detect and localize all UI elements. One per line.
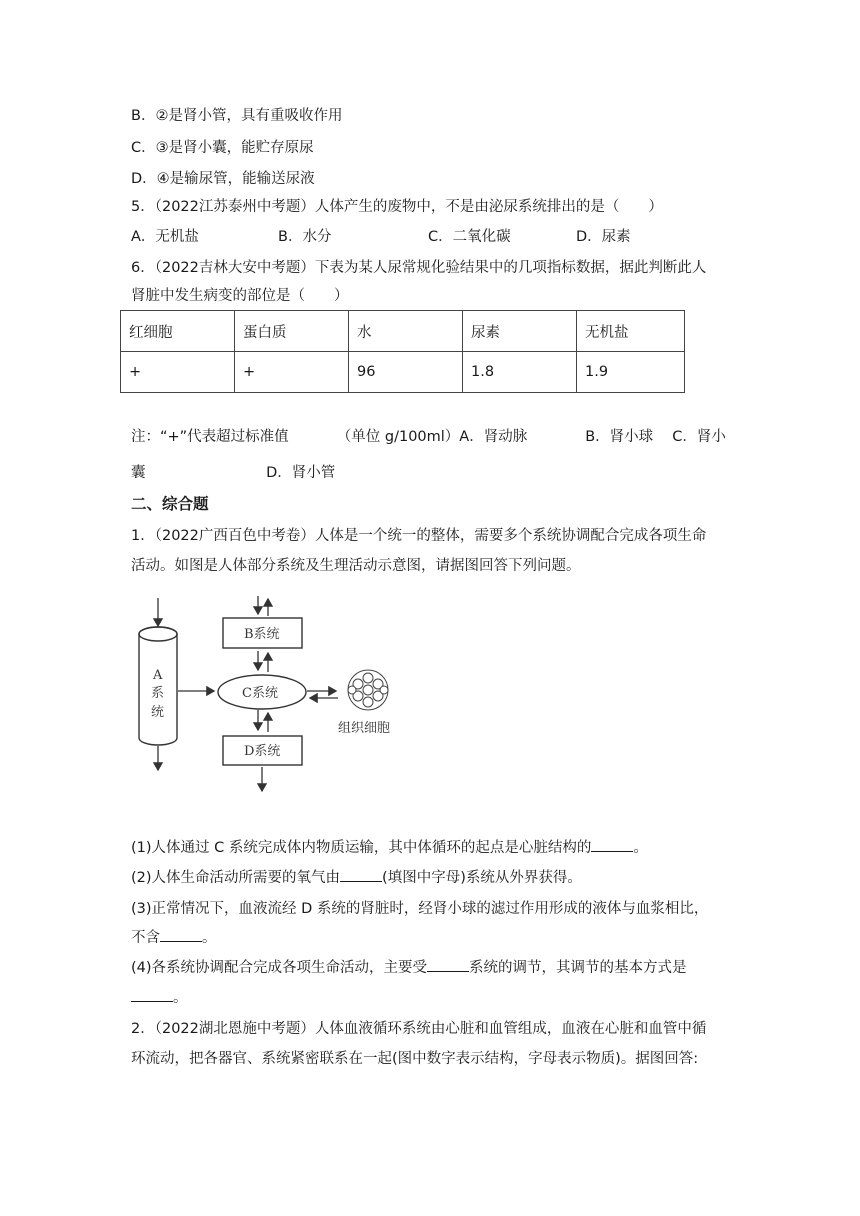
- table-header-cell: 无机盐: [577, 311, 685, 352]
- q6-stem-line2: 肾脏中发生病变的部位是（ ）: [131, 288, 349, 304]
- table-cell: 1.9: [577, 352, 685, 393]
- answer-blank-2[interactable]: [340, 867, 382, 882]
- q1-sub2-text: (2)人体生命活动所需要的氧气由: [131, 870, 341, 886]
- table-cell: +: [235, 352, 349, 393]
- urine-test-table: [120, 310, 685, 393]
- table-header-cell: 蛋白质: [235, 311, 349, 352]
- table-cell: 1.8: [463, 352, 577, 393]
- q5-option-d: D．尿素: [576, 229, 631, 245]
- q1-sub1-text: (1)人体通过 C 系统完成体内物质运输，其中体循环的起点是心脏结构的: [131, 840, 592, 856]
- q5-option-a: A．无机盐: [131, 229, 199, 245]
- q1-sub1: [131, 836, 648, 857]
- q5-stem: 5．（2022江苏泰州中考题）人体产生的废物中，不是由泌尿系统排出的是（ ）: [131, 199, 663, 215]
- table-header-cell: 水: [349, 311, 463, 352]
- q2-stem-line1: 2．（2022湖北恩施中考题）人体血液循环系统由心脏和血管组成，血液在心脏和血管中循: [131, 1021, 707, 1037]
- q1-sub4-end: 。: [173, 990, 188, 1006]
- q1-sub4-line2: [131, 986, 188, 1007]
- table-cell: +: [121, 352, 235, 393]
- q4-option-d: D．④是输尿管，能输送尿液: [131, 171, 315, 187]
- tissue-cells-label: 组织细胞: [338, 721, 391, 736]
- table-header-row: [121, 311, 685, 352]
- system-d-label: D系统: [244, 744, 281, 759]
- body-systems-diagram: [130, 596, 430, 806]
- table-header-cell: 红细胞: [121, 311, 235, 352]
- tissue-cells-icon: [348, 670, 388, 710]
- q1-stem-line2: 活动。如图是人体部分系统及生理活动示意图，请据图回答下列问题。: [131, 558, 581, 574]
- q1-sub2: [131, 866, 582, 887]
- q1-sub3-text: 不含: [131, 930, 160, 946]
- q2-stem-line2: 环流动，把各器官、系统紧密联系在一起(图中数字表示结构，字母表示物质)。据图回答:: [131, 1051, 699, 1067]
- system-a-char2: 统: [151, 705, 165, 720]
- q4-option-c: C．③是肾小囊，能贮存原尿: [131, 140, 314, 156]
- system-c-label: C系统: [242, 686, 278, 701]
- q1-sub3-line2: [131, 926, 217, 947]
- table-row: [121, 352, 685, 393]
- system-b-label: B系统: [244, 627, 280, 642]
- system-a-char1: 系: [151, 686, 165, 701]
- q1-sub4-text: (4)各系统协调配合完成各项生命活动，主要受: [131, 960, 428, 976]
- table-header-cell: 尿素: [463, 311, 577, 352]
- table-cell: 96: [349, 352, 463, 393]
- q6-stem-line1: 6．（2022吉林大安中考题）下表为某人尿常规化验结果中的几项指标数据，据此判断此人: [131, 260, 707, 276]
- q1-sub3-end: 。: [202, 930, 217, 946]
- answer-blank-3[interactable]: [160, 927, 202, 942]
- q1-stem-line1: 1．（2022广西百色中考卷）人体是一个统一的整体，需要多个系统协调配合完成各项生命: [131, 528, 707, 544]
- answer-blank-5[interactable]: [131, 987, 173, 1002]
- answer-blank-4[interactable]: [427, 957, 469, 972]
- q6-note-line1: 注：“+”代表超过标准值 （单位 g/100ml）A．肾动脉 B．肾小球 C．肾小: [131, 429, 726, 445]
- answer-blank-1[interactable]: [591, 837, 633, 852]
- q1-sub2-end: (填图中字母)系统从外界获得。: [382, 870, 582, 886]
- section-heading: 二、综合题: [131, 495, 209, 513]
- q5-option-b: B．水分: [278, 229, 332, 245]
- q1-sub1-end: 。: [633, 840, 648, 856]
- q1-sub3-line1: (3)正常情况下，血液流经 D 系统的肾脏时，经肾小球的滤过作用形成的液体与血浆相比，: [131, 901, 709, 917]
- system-a-label: A: [153, 668, 163, 683]
- q4-option-b: B．②是肾小管，具有重吸收作用: [131, 108, 343, 124]
- q5-option-c: C．二氧化碳: [428, 229, 511, 245]
- q6-note-line2: 囊 D．肾小管: [131, 465, 336, 481]
- q1-sub4-mid: 系统的调节，其调节的基本方式是: [469, 960, 687, 976]
- q1-sub4-line1: [131, 956, 687, 977]
